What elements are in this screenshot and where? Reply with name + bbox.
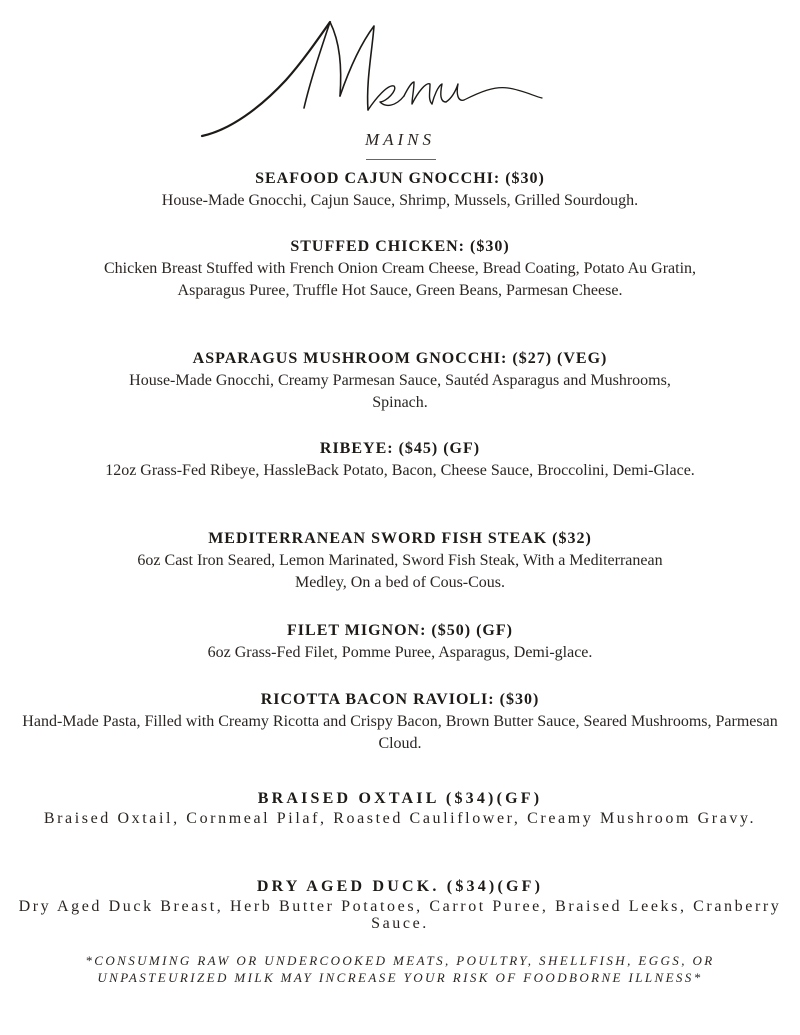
item-description: Hand-Made Pasta, Filled with Creamy Ricotta and Crispy Bacon, Brown Butter Sauce, Seared Mushrooms, Parmesan Cloud. [22,713,778,752]
item-title: BRAISED OXTAIL ($34)(GF) [257,790,543,807]
item-title: STUFFED CHICKEN: ($30) [290,238,510,255]
menu-item [0,438,800,482]
item-description: 6oz Grass-Fed Filet, Pomme Puree, Asparagus, Demi-glace. [207,644,593,661]
item-description: House-Made Gnocchi, Cajun Sauce, Shrimp, Mussels, Grilled Sourdough. [161,192,639,209]
menu-item [0,348,800,414]
item-description: Chicken Breast Stuffed with French Onion Cream Cheese, Bread Coating, Potato Au Gratin, Asparagus Puree, Truffle Hot Sauce, Green Beans, Parmesan Cheese. [103,260,697,299]
item-title: ASPARAGUS MUSHROOM GNOCCHI: ($27) (VEG) [192,350,608,367]
section-divider [366,159,436,160]
item-title: RICOTTA BACON RAVIOLI: ($30) [260,691,540,708]
menu-item [0,620,800,664]
menu-item [0,236,800,302]
item-description: Braised Oxtail, Cornmeal Pilaf, Roasted Cauliflower, Creamy Mushroom Gravy. [43,810,757,827]
item-description: 12oz Grass-Fed Ribeye, HassleBack Potato, Bacon, Cheese Sauce, Broccolini, Demi-Glace. [105,462,695,479]
item-title: DRY AGED DUCK. ($34)(GF) [256,878,544,895]
section-title: MAINS [364,130,436,149]
food-safety-disclaimer: *CONSUMING RAW OR UNDERCOOKED MEATS, POULTRY, SHELLFISH, EGGS, OR UNPASTEURIZED MILK MAY INCREASE YOUR RISK OF FOODBORNE ILLNESS* [85,953,715,985]
item-description: House-Made Gnocchi, Creamy Parmesan Sauce, Sautéd Asparagus and Mushrooms, Spinach. [129,372,671,411]
menu-item [0,168,800,212]
item-description: Dry Aged Duck Breast, Herb Butter Potatoes, Carrot Puree, Braised Leeks, Cranberry Sauce. [18,898,782,932]
item-title: RIBEYE: ($45) (GF) [319,440,481,457]
item-title: MEDITERRANEAN SWORD FISH STEAK ($32) [208,530,592,547]
item-description: 6oz Cast Iron Seared, Lemon Marinated, Sword Fish Steak, With a Mediterranean Medley, On a bed of Cous-Cous. [137,552,663,591]
menu-item [0,689,800,755]
menu-item [0,528,800,594]
item-title: FILET MIGNON: ($50) (GF) [287,622,513,639]
menu-script-logo [190,12,550,144]
menu-item [0,788,800,827]
item-title: SEAFOOD CAJUN GNOCCHI: ($30) [255,170,545,187]
menu-item [0,876,800,932]
